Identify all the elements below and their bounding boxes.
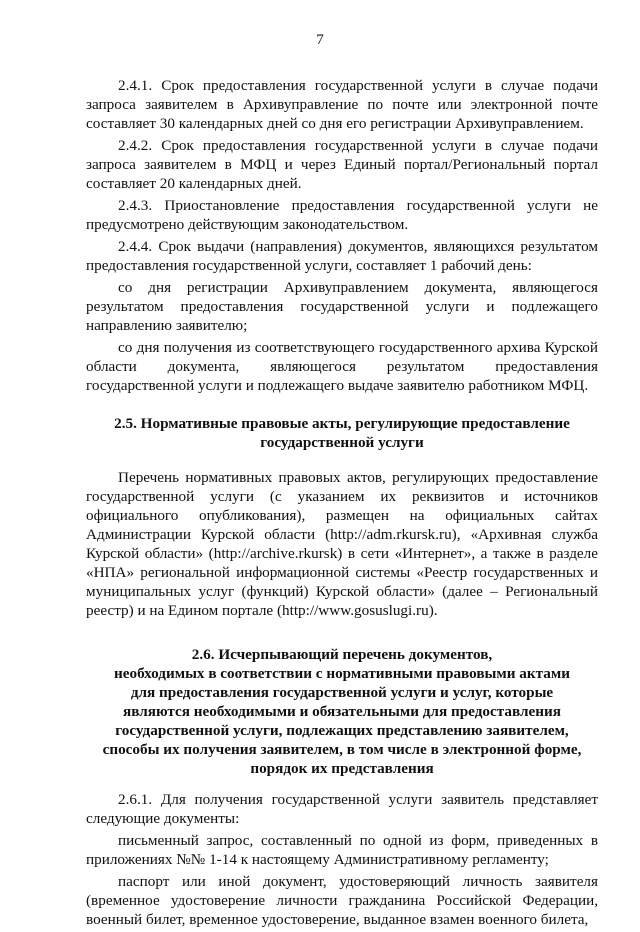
heading-2-6-line-1: 2.6. Исчерпывающий перечень документов,: [191, 646, 493, 663]
paragraph-2-4-2: 2.4.2. Срок предоставления государственной услуги в случае подачи запроса заявителем в МФЦ и через Единый портал/Региональный портал составляет 20 календарных дней.: [86, 137, 598, 192]
document-body: [86, 76, 598, 932]
heading-2-6-line-7: порядок их представления: [250, 760, 434, 777]
paragraph-written-request: письменный запрос, составленный по одной из форм, приведенных в приложениях №№ 1-14 к настоящему Административному регламенту;: [86, 832, 598, 868]
heading-2-6-line-2: необходимых в соответствии с нормативными правовыми актами: [114, 665, 570, 682]
heading-2-5-line-2: государственной услуги: [260, 434, 424, 451]
paragraph-2-4-3: 2.4.3. Приостановление предоставления государственной услуги не предусмотрено действующим законодательством.: [86, 197, 598, 233]
paragraph-registration-date: со дня регистрации Архивуправлением документа, являющегося результатом предоставления государственной услуги и подлежащего направлению заявителю;: [86, 279, 598, 334]
paragraph-2-5-legal-acts: Перечень нормативных правовых актов, регулирующих предоставление государственной услуги (с указанием их реквизитов и источников официального опубликования), размещен на официальных сайтах Администрации Курской области (http://adm.rkursk.ru), «Архивная служба Курской области» (http://archive.rkursk) в сети «Интернет», а также в разделе «НПА» региональной информационной системы «Реестр государственных и муниципальных услуг (функций) Курской области» (далее – Региональный реестр) и на Едином портале (http://www.gosuslugi.ru).: [86, 469, 598, 619]
heading-2-6-line-6: способы их получения заявителем, в том числе в электронной форме,: [102, 741, 582, 758]
paragraph-2-4-4: 2.4.4. Срок выдачи (направления) документов, являющихся результатом предоставления государственной услуги, составляет 1 рабочий день:: [86, 238, 598, 274]
heading-2-6-line-5: государственной услуги, подлежащих представлению заявителем,: [115, 722, 569, 739]
paragraph-2-6-1: 2.6.1. Для получения государственной услуги заявитель представляет следующие документы:: [86, 791, 598, 827]
paragraph-2-4-1: 2.4.1. Срок предоставления государственной услуги в случае подачи запроса заявителем в Архивуправление по почте или электронной почте составляет 30 календарных дней со дня его регистрации Архивуправлением.: [86, 77, 598, 132]
page-number: 7: [316, 32, 324, 48]
heading-2-6-line-4: являются необходимыми и обязательными для предоставления: [123, 703, 561, 720]
paragraph-archive-receipt: со дня получения из соответствующего государственного архива Курской области документа, являющегося результатом предоставления государственной услуги и подлежащего выдаче заявителю работником МФЦ.: [86, 339, 598, 394]
paragraph-passport: паспорт или иной документ, удостоверяющий личность заявителя (временное удостоверение личности гражданина Российской Федерации, военный билет, временное удостоверение, выданное взамен военного билета,: [86, 873, 598, 928]
heading-2-5-line-1: 2.5. Нормативные правовые акты, регулирующие предоставление: [114, 415, 570, 432]
heading-2-6-line-3: для предоставления государственной услуги и услуг, которые: [130, 684, 554, 701]
